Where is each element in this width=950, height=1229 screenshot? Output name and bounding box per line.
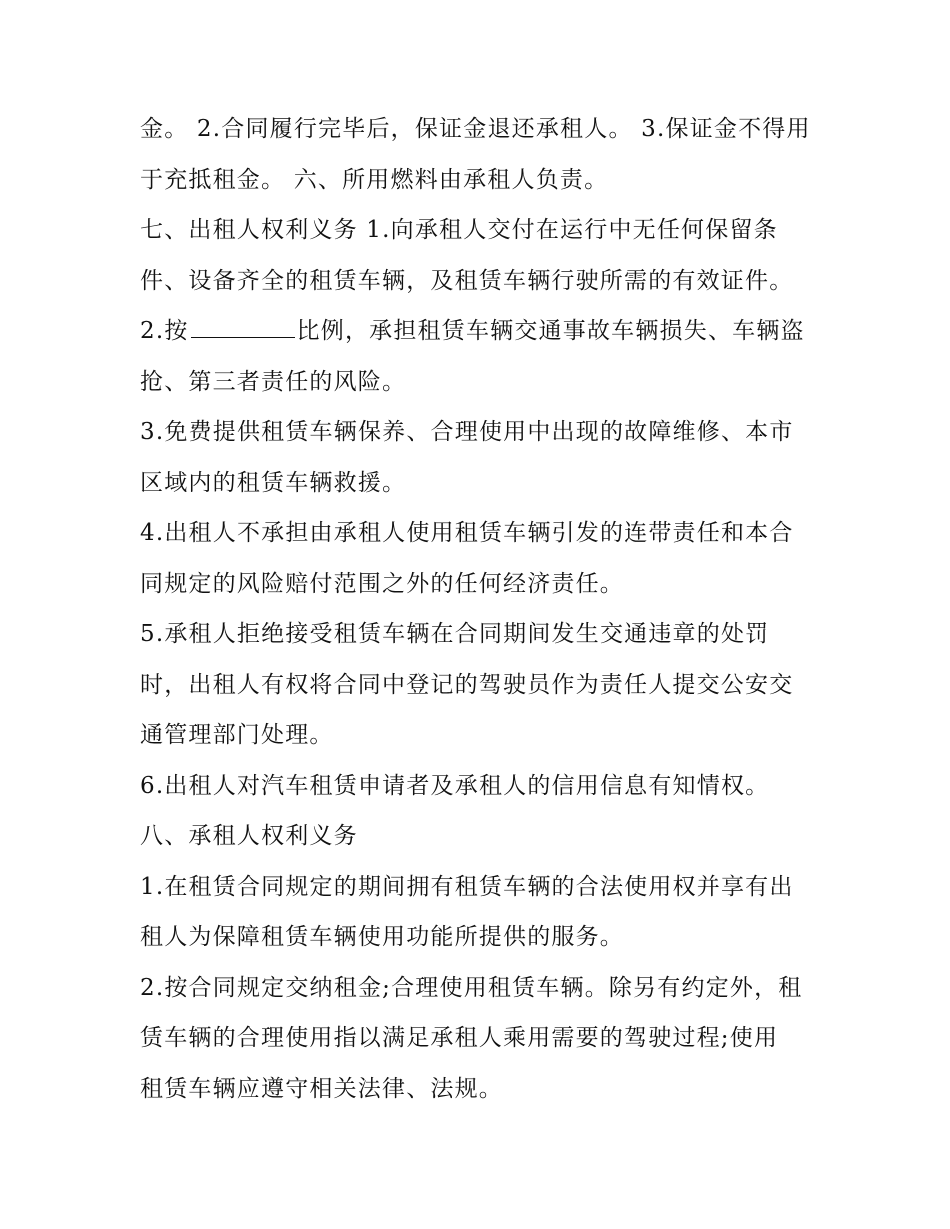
text-line-12: 时，出租人有权将合同中登记的驾驶员作为责任人提交公安交 — [140, 671, 794, 698]
text-line-3: 七、出租人权利义务 1.向承租人交付在运行中无任何保留条 — [140, 217, 778, 243]
section-heading-8: 八、承租人权利义务 — [140, 823, 358, 849]
text-line-17: 租人为保障租赁车辆使用功能所提供的服务。 — [140, 924, 624, 950]
text-line-16: 1.在租赁合同规定的期间拥有租赁车辆的合法使用权并享有出 — [140, 873, 794, 900]
fill-in-blank — [191, 313, 295, 338]
text-line-6: 抢、第三者责任的风险。 — [140, 368, 407, 395]
text-line-5-start: 2.按 — [140, 318, 189, 344]
text-line-8: 区域内的租赁车辆救援。 — [140, 469, 407, 496]
text-line-9: 4.出租人不承担由承租人使用租赁车辆引发的连带责任和本合 — [140, 520, 794, 546]
text-line-5 — [140, 306, 820, 357]
text-line-7: 3.免费提供租赁车辆保养、合理使用中出现的故障维修、本市 — [140, 419, 794, 445]
text-line-13: 通管理部门处理。 — [140, 722, 334, 748]
text-line-14: 6.出租人对汽车租赁申请者及承租人的信用信息有知情权。 — [140, 772, 770, 799]
text-line-10: 同规定的风险赔付范围之外的任何经济责任。 — [140, 570, 624, 597]
text-line-19: 赁车辆的合理使用指以满足承租人乘用需要的驾驶过程;使用 — [140, 1025, 779, 1051]
text-line-18: 2.按合同规定交纳租金;合理使用租赁车辆。除另有约定外，租 — [140, 974, 803, 1001]
text-line-4: 件、设备齐全的租赁车辆，及租赁车辆行驶所需的有效证件。 — [140, 267, 794, 294]
document-body — [140, 104, 820, 1114]
text-line-5-end: 比例，承担租赁车辆交通事故车辆损失、车辆盗 — [296, 318, 805, 344]
text-line-11: 5.承租人拒绝接受租赁车辆在合同期间发生交通违章的处罚 — [140, 621, 770, 647]
text-line-20: 租赁车辆应遵守相关法律、法规。 — [140, 1075, 503, 1102]
text-line-1: 金。 2.合同履行完毕后，保证金退还承租人。 3.保证金不得用 — [140, 116, 811, 142]
text-line-2: 于充抵租金。 六、所用燃料由承租人负责。 — [140, 166, 609, 193]
